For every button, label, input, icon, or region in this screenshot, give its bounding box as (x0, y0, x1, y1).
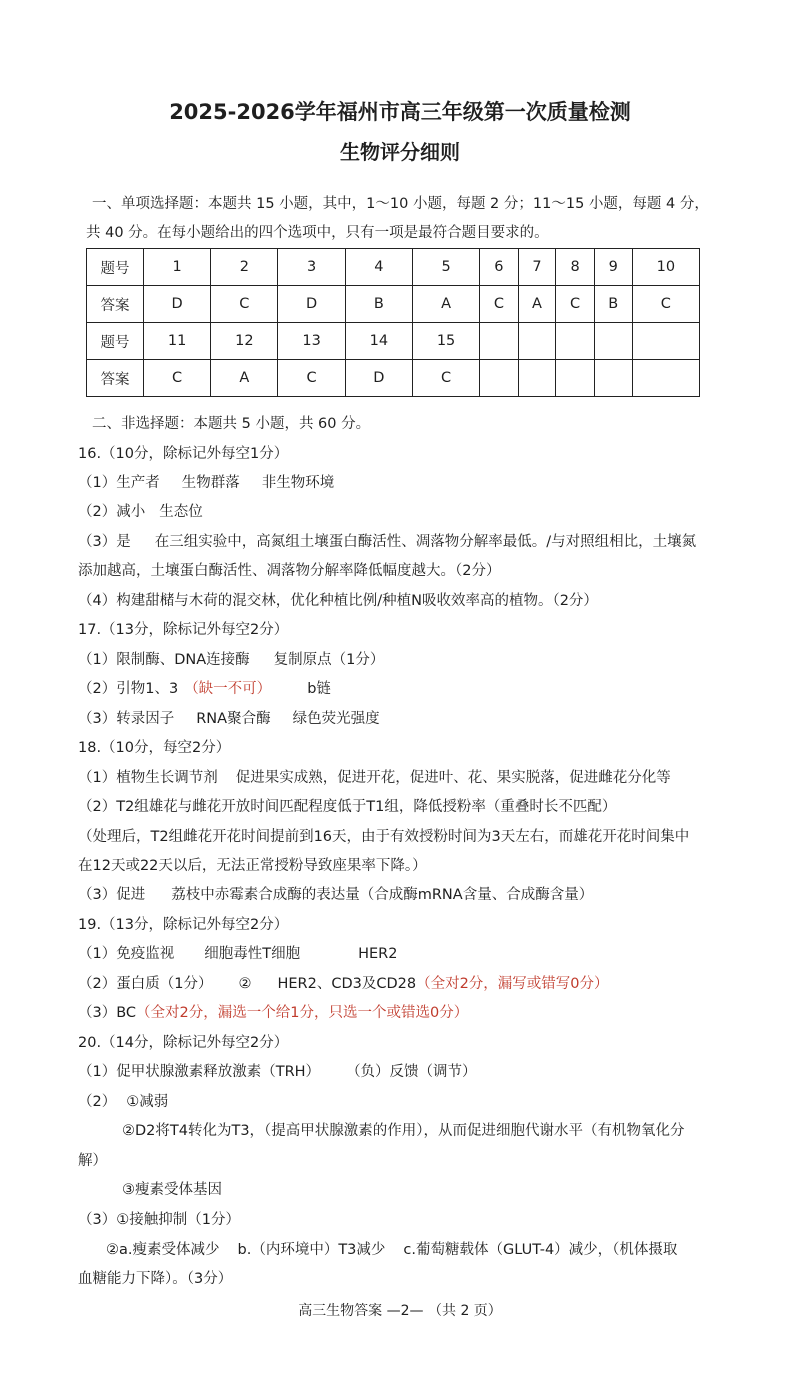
q16-3-b: 在三组实验中，高氮组土壤蛋白酶活性、凋落物分解率最低。/与对照组相比，土壤氮 (154, 534, 697, 550)
q19-2-c: HER2、CD3及CD28 (277, 976, 417, 992)
table-cell: 14 (345, 323, 412, 360)
q20-answer-1 (78, 1060, 477, 1081)
table-cell: 12 (211, 323, 278, 360)
table-cell: A (412, 286, 479, 323)
q20-answer-2 (78, 1090, 168, 1111)
table-cell: 8 (556, 249, 594, 286)
table-row (87, 323, 700, 360)
table-row (87, 249, 700, 286)
table-cell (594, 323, 632, 360)
q18-1-a: （1）植物生长调节剂 (78, 770, 218, 786)
q20-answer-3b-line2: 血糖能力下降）。（3分） (78, 1271, 233, 1287)
table-cell: C (632, 286, 699, 323)
q17-2-note: （缺一不可） (184, 681, 272, 697)
q20-answer-2c-line1: ②D2将T4转化为T3，（提高甲状腺激素的作用），从而促进细胞代谢水平（有机物氧化分 (122, 1123, 685, 1139)
table-cell (518, 360, 556, 397)
q18-answer-1 (78, 766, 671, 787)
table-cell (480, 360, 518, 397)
part2-intro: 二、非选择题：本题共 5 小题，共 60 分。 (92, 416, 371, 432)
table-cell: 9 (594, 249, 632, 286)
q18-3-a: （3）促进 (78, 887, 146, 903)
q17-answer-1 (78, 648, 384, 669)
q19-answer-3 (78, 1001, 468, 1022)
part1-intro-line1: 一、单项选择题：本题共 15 小题，其中，1～10 小题，每题 2 分；11～15 小题，每题 4 分， (92, 196, 709, 212)
q16-answer-3-line1 (78, 530, 696, 551)
table-cell: C (556, 286, 594, 323)
q17-3-b: RNA聚合酶 (196, 711, 271, 727)
q17-answer-2 (78, 677, 331, 698)
q17-1-a: （1）限制酶、DNA连接酶 (78, 652, 250, 668)
document-subtitle: 生物评分细则 (340, 140, 460, 164)
answer-table (86, 248, 700, 397)
table-cell: 10 (632, 249, 699, 286)
q17-heading: 17.（13分，除标记外每空2分） (78, 622, 289, 638)
table-cell (518, 323, 556, 360)
table-cell (632, 323, 699, 360)
q16-2-b: 生态位 (159, 504, 203, 520)
q20-3b-b: b.（内环境中）T3减少 (237, 1242, 386, 1258)
q20-answer-2c-line2: 解） (78, 1153, 107, 1169)
q16-1-b: 生物群落 (181, 475, 240, 491)
q17-1-b: 复制原点（1分） (273, 652, 385, 668)
row-label-answer: 答案 (87, 360, 144, 397)
q19-2-a: （2）蛋白质（1分） (78, 976, 213, 992)
table-cell: 5 (412, 249, 479, 286)
q16-3-a: （3）是 (78, 534, 131, 550)
q20-heading: 20.（14分，除标记外每空2分） (78, 1035, 289, 1051)
table-cell (594, 360, 632, 397)
table-cell: B (594, 286, 632, 323)
table-cell (556, 323, 594, 360)
q20-answer-3b-line1 (106, 1238, 677, 1259)
q19-1-c: HER2 (358, 946, 398, 962)
table-cell: 2 (211, 249, 278, 286)
table-cell (632, 360, 699, 397)
table-cell: C (480, 286, 518, 323)
table-cell: 13 (278, 323, 345, 360)
q17-2-b: b链 (307, 681, 331, 697)
q20-2-a: （2） (78, 1094, 117, 1110)
table-cell: C (278, 360, 345, 397)
q18-heading: 18.（10分，每空2分） (78, 740, 231, 756)
table-cell: 7 (518, 249, 556, 286)
table-cell: 11 (144, 323, 211, 360)
q17-2-a: （2）引物1、3 (78, 681, 179, 697)
q20-2-b: ①减弱 (126, 1094, 169, 1110)
row-label-answer: 答案 (87, 286, 144, 323)
q20-answer-3a: （3）①接触抑制（1分） (78, 1212, 240, 1228)
table-row (87, 360, 700, 397)
document-title: 2025-2026学年福州市高三年级第一次质量检测 (169, 100, 631, 124)
table-cell: A (518, 286, 556, 323)
q18-answer-2: （2）T2组雄花与雌花开放时间匹配程度低于T1组，降低授粉率（重叠时长不匹配） (78, 799, 617, 815)
q19-heading: 19.（13分，除标记外每空2分） (78, 917, 289, 933)
table-cell: D (144, 286, 211, 323)
table-cell: 4 (345, 249, 412, 286)
q16-answer-2 (78, 500, 203, 521)
q19-answer-2 (78, 972, 609, 993)
q19-1-b: 细胞毒性T细胞 (204, 946, 301, 962)
table-cell (480, 323, 518, 360)
table-cell: D (345, 360, 412, 397)
q17-answer-3 (78, 707, 380, 728)
q16-answer-4: （4）构建甜槠与木荷的混交林，优化种植比例/种植N吸收效率高的植物。（2分） (78, 593, 598, 609)
table-row (87, 286, 700, 323)
q19-1-a: （1）免疫监视 (78, 946, 175, 962)
q19-2-b: ② (238, 976, 252, 992)
table-cell: 15 (412, 323, 479, 360)
q18-1-b: 促进果实成熟，促进开花，促进叶、花、果实脱落，促进雌花分化等 (235, 770, 671, 786)
page-footer: 高三生物答案 —2— （共 2 页） (298, 1303, 502, 1319)
table-cell: B (345, 286, 412, 323)
table-cell: 3 (278, 249, 345, 286)
q17-3-a: （3）转录因子 (78, 711, 175, 727)
q16-answer-1 (78, 471, 334, 492)
row-label-question: 题号 (87, 323, 144, 360)
q18-note-line1: （处理后，T2组雌花开花时间提前到16天，由于有效授粉时间为3天左右，而雄花开花时间集中 (78, 829, 690, 845)
table-cell: C (144, 360, 211, 397)
q16-answer-3-line2: 添加越高，土壤蛋白酶活性、凋落物分解率降低幅度越大。（2分） (78, 563, 501, 579)
q16-1-c: 非生物环境 (261, 475, 335, 491)
table-cell: 1 (144, 249, 211, 286)
table-cell: D (278, 286, 345, 323)
q20-answer-2d: ③瘦素受体基因 (122, 1182, 222, 1198)
q16-heading: 16.（10分，除标记外每空1分） (78, 446, 289, 462)
q18-3-b: 荔枝中赤霉素合成酶的表达量（合成酶mRNA含量、合成酶含量） (171, 887, 594, 903)
part1-intro-line2: 共 40 分。在每小题给出的四个选项中，只有一项是最符合题目要求的。 (86, 225, 549, 241)
q19-3-a: （3）BC (78, 1005, 137, 1021)
q16-2-a: （2）减小 (78, 504, 146, 520)
q17-3-c: 绿色荧光强度 (292, 711, 380, 727)
q19-2-note: （全对2分，漏写或错写0分） (416, 976, 609, 992)
q18-note-line2: 在12天或22天以后，无法正常授粉导致座果率下降。） (78, 858, 427, 874)
table-cell: C (211, 286, 278, 323)
table-cell (556, 360, 594, 397)
row-label-question: 题号 (87, 249, 144, 286)
q16-1-a: （1）生产者 (78, 475, 160, 491)
q20-1-b: （负）反馈（调节） (346, 1064, 477, 1080)
q20-3b-c: c.葡萄糖载体（GLUT-4）减少，（机体摄取 (403, 1242, 678, 1258)
q18-answer-3 (78, 883, 593, 904)
table-cell: A (211, 360, 278, 397)
q20-1-a: （1）促甲状腺激素释放激素（TRH） (78, 1064, 321, 1080)
table-cell: 6 (480, 249, 518, 286)
q19-answer-1 (78, 942, 397, 963)
q19-3-note: （全对2分，漏选一个给1分，只选一个或错选0分） (136, 1005, 469, 1021)
table-cell: C (412, 360, 479, 397)
q20-3b-a: ②a.瘦素受体减少 (106, 1242, 220, 1258)
